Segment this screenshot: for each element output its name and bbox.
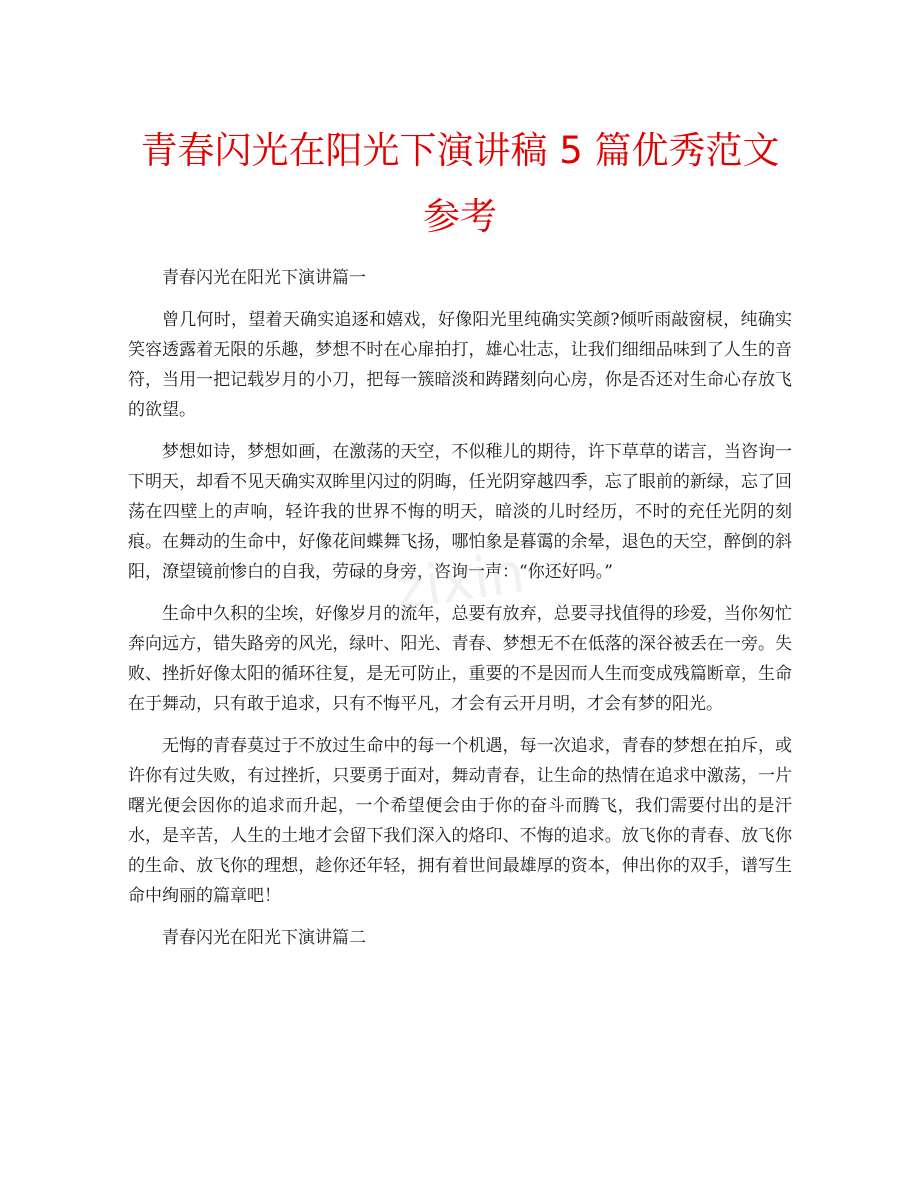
document-title: 青春闪光在阳光下演讲稿 5 篇优秀范文参考	[140, 129, 780, 238]
document-body	[128, 263, 792, 953]
paragraph-4: 无悔的青春莫过于不放过生命中的每一个机遇，每一次追求，青春的梦想在拍斥，或许你有过失败，有过挫折，只要勇于面对，舞动青春，让生命的热情在追求中激荡，一片曙光便会因你的追求而升起，一个希望便会由于你的奋斗而腾飞，我们需要付出的是汗水，是辛苦，人生的土地才会留下我们深入的烙印、不悔的追求。放飞你的青春、放飞你的生命、放飞你的理想，趁你还年轻，拥有着世间最雄厚的资本，伸出你的双手，谱写生命中绚丽的篇章吧！	[128, 736, 792, 906]
section-heading-2: 青春闪光在阳光下演讲篇二	[162, 928, 366, 948]
paragraph-2: 梦想如诗，梦想如画，在激荡的天空，不似稚儿的期待，许下草草的诺言，当咨询一下明天，却看不见天确实双眸里闪过的阴晦，任光阴穿越四季，忘了眼前的新绿，忘了回荡在四壁上的声响，轻许我的世界不悔的明天，暗淡的儿时经历，不时的充任光阴的刻痕。在舞动的生命中，好像花间蝶舞飞扬，哪怕象是暮霭的余晕，退色的天空，醉倒的斜阳，潦望镜前惨白的自我，劳碌的身旁，咨询一声：“你还好吗。”	[128, 442, 792, 582]
section-heading-1: 青春闪光在阳光下演讲篇一	[162, 268, 366, 288]
watermark-logo: zixin	[391, 540, 529, 623]
paragraph-1: 曾几何时，望着天确实追逐和嬉戏，好像阳光里纯确实笑颜?倾听雨敲窗棂，纯确实笑容透露着无限的乐趣，梦想不时在心扉拍打，雄心壮志，让我们细细品味到了人生的音符，当用一把记载岁月的小刀，把每一簇暗淡和踌躇刻向心房，你是否还对生命心存放飞的欲望。	[128, 310, 792, 420]
paragraph-3: 生命中久积的尘埃，好像岁月的流年，总要有放弃，总要寻找值得的珍爱，当你匆忙奔向远方，错失路旁的风光，绿叶、阳光、青春、梦想无不在低落的深谷被丢在一旁。失败、挫折好像太阳的循环往复，是无可防止，重要的不是因而人生而变成残篇断章，生命在于舞动，只有敢于追求，只有不悔平凡，才会有云开月明，才会有梦的阳光。	[128, 604, 792, 714]
